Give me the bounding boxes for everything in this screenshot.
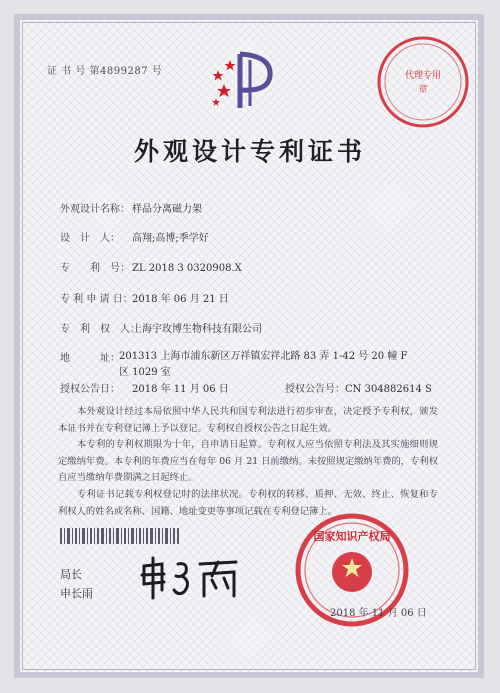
seal-text: 国家知识产权局 (313, 530, 391, 543)
field-patent-number: 专 利 号： ZL 2018 3 0320908.X (60, 263, 242, 274)
patentee-value: 上海宇玫博生物科技有限公司 (132, 324, 262, 335)
issue-date: 2018 年 11 月 06 日 (330, 608, 427, 619)
paragraph-term: 本专利的专利权期限为十年，自申请日起算。专利权人应当依照专利法及其实施细则规定缴纳年费。本专利的年费应当在每年 06 月 21 日前缴纳。未按照规定缴纳年费的，专利权自应当缴纳年费期满之日起终止。 (58, 439, 438, 483)
designer-value: 高翔;高博;季学好 (132, 233, 209, 244)
paragraph-grant: 本外观设计经过本局依照中华人民共和国专利法进行初步审查，决定授予专利权，颁发本证书并在专利登记簿上予以登记。专利权自授权公告之日起生效。 (58, 406, 438, 434)
barcode (60, 528, 180, 548)
grant-number-value: CN 304882614 S (345, 384, 432, 395)
patent-office-emblem-icon (210, 50, 282, 116)
patent-number-value: ZL 2018 3 0320908.X (132, 263, 242, 274)
design-name-value: 样品分离磁力架 (132, 204, 202, 215)
field-grant-number: 授权公告号：CN 304882614 S (285, 384, 432, 395)
director-name: 申长雨 (60, 587, 93, 600)
field-design-name: 外观设计名称： 样品分离磁力架 (60, 204, 202, 215)
director-title: 局长 (60, 568, 82, 581)
director-signature (138, 556, 248, 604)
certificate-number: 证 书 号 第4899287 号 (47, 66, 163, 77)
address-value: 201313 上海市浦东新区万祥镇宏祥北路 83 弄 1-42 号 20 幢 F 区 1029 室 (119, 351, 408, 378)
agency-stamp (373, 32, 473, 136)
certificate-title: 外观设计专利证书 (133, 137, 366, 166)
field-address-label: 地 址： (60, 353, 120, 364)
grant-date-value: 2018 年 11 月 06 日 (132, 384, 229, 395)
svg-text:代理专用: 代理专用 (404, 71, 442, 81)
field-patentee: 专 利 权 人：上海宇玫博生物科技有限公司 (60, 324, 262, 335)
field-grant-date: 授权公告日： 2018 年 11 月 06 日 (60, 384, 229, 395)
paragraph-register: 专利证书记载专利权登记时的法律状况。专利权的转移、质押、无效、终止、恢复和专利权人的姓名或名称、国籍、地址变更等事项记载在专利登记簿上。 (58, 489, 438, 517)
field-application-date: 专 利 申 请 日：2018 年 06 月 21 日 (60, 294, 229, 305)
svg-text:章: 章 (418, 85, 428, 95)
application-date-value: 2018 年 06 月 21 日 (132, 294, 229, 305)
field-designer: 设 计 人： 高翔;高博;季学好 (60, 233, 209, 244)
